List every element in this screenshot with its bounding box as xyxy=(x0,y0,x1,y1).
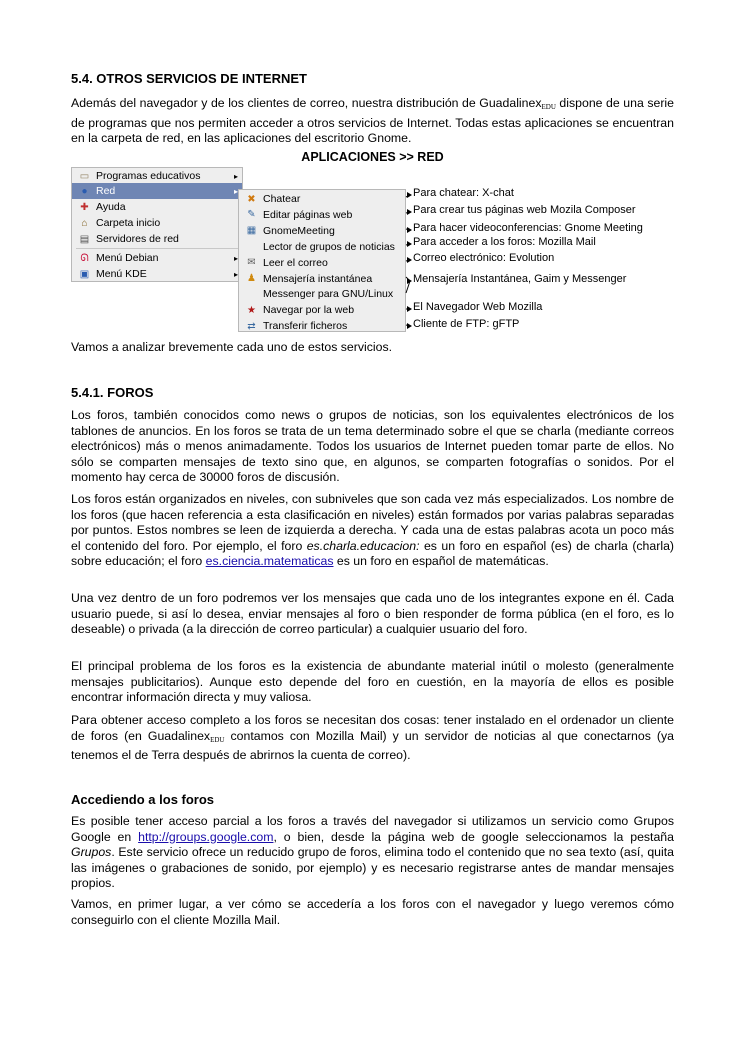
arrowhead xyxy=(407,209,412,215)
globe-icon: ● xyxy=(81,185,88,197)
after-figure-text: Vamos a analizar brevemente cada uno de estos servicios. xyxy=(71,340,393,354)
accediendo-paragraph-1 xyxy=(71,814,674,892)
network-submenu-item-label: Leer el correo xyxy=(263,256,328,269)
main-menu-item-label: Red xyxy=(96,185,116,197)
intro-text-b: dispone de una serie de programas que nos permiten acceder a otros servicios de Internet. Todas estas aplicaciones se encuentran en la carpeta de red, en las aplicaciones del escritorio Gnome. xyxy=(71,96,674,146)
mail-icon: ✉ xyxy=(247,257,256,269)
app-description: Para chatear: X-chat xyxy=(413,187,514,199)
p5-text-a: Para obtener acceso completo a los foros se necesitan dos cosas: tener instalado en el ordenador un cliente de foros (en Guadalinex xyxy=(71,713,674,743)
app-description: Para acceder a los foros: Mozilla Mail xyxy=(413,236,596,248)
network-submenu-item-label: Lector de grupos de noticias xyxy=(263,240,395,253)
main-menu-item-label: Servidores de red xyxy=(96,233,179,245)
foros-paragraph-1: Los foros, también conocidos como news o grupos de noticias, son los equivalentes electrónicos de los tablones de anuncios. En los foros se trata de un tema determinado sobre el que se charla (mediante correos electrónicos) más o menos animadamente. Todos los usuarios de Internet pueden tomar parte de ellos. No sólo se comparten mensajes de texto sino que, en algunos, se comparten fotografías o sonidos. Por el momento hay cerca de 30000 foros de discusión. xyxy=(71,408,674,485)
app-description: Correo electrónico: Evolution xyxy=(413,252,555,264)
forum-name-example: es.charla.educacion: xyxy=(306,538,420,553)
web-editor-icon: ✎ xyxy=(247,209,256,221)
arrowhead xyxy=(407,323,412,329)
network-icon: ▤ xyxy=(79,233,90,245)
forum-link[interactable]: es.ciencia.matematicas xyxy=(205,554,334,569)
google-groups-link[interactable]: http://groups.google.com xyxy=(138,829,274,844)
submenu-arrow-icon: ▸ xyxy=(233,171,238,181)
submenu-arrow-icon: ▸ xyxy=(233,186,238,196)
accediendo-title: Accediendo a los foros xyxy=(71,792,215,807)
accediendo-paragraph-2: Vamos, en primer lugar, a ver cómo se accedería a los foros con el navegador y luego veremos cómo conseguirlo con el cliente Mozilla Mail. xyxy=(71,897,674,927)
submenu-arrow-icon: ▸ xyxy=(233,253,238,263)
app-description: Cliente de FTP: gFTP xyxy=(413,318,520,330)
arrowhead xyxy=(407,257,412,263)
foros-paragraph-4: El principal problema de los foros es la existencia de abundante material inútil o molesto (generalmente mensajes publicitarios). Aunque esto depende del foro en cuestión, en la mayoría de ellos es posible encontrar información directa y muy valiosa. xyxy=(71,659,674,705)
network-submenu-item-label: Navegar por la web xyxy=(263,304,355,317)
app-description: Para crear tus páginas web Mozila Composer xyxy=(413,204,636,216)
app-description: El Navegador Web Mozilla xyxy=(413,301,543,313)
intro-paragraph xyxy=(71,96,674,147)
debian-icon: ᘏ xyxy=(80,252,89,264)
grupos-tab-name: Grupos xyxy=(71,845,112,860)
acc-text-a: Es posible tener acceso parcial a los foros a través del navegador si utilizamos un servicio como Grupos Google en xyxy=(71,814,674,844)
main-menu-item-label: Ayuda xyxy=(96,201,126,213)
lifebuoy-icon: ✚ xyxy=(80,201,89,213)
intro-text-a: Además del navegador y de los clientes de correo, nuestra distribución de Guadalinex xyxy=(71,96,542,110)
network-submenu-item-label: Transferir ficheros xyxy=(263,320,348,333)
kde-icon: ▣ xyxy=(79,268,90,280)
figure-caption: APLICACIONES >> RED xyxy=(301,150,444,164)
main-menu-item-label: Menú KDE xyxy=(96,268,147,280)
foros-paragraph-2 xyxy=(71,492,674,570)
arrowhead xyxy=(407,241,412,247)
p5-text-b: contamos con Mozilla Mail) y un servidor de noticias al que conectarnos (ya tenemos el de Terra después de abrirnos la cuenta de correo). xyxy=(71,728,674,763)
applications-menu-figure xyxy=(71,167,674,333)
home-icon: ⌂ xyxy=(81,217,88,229)
chat-icon: ✖ xyxy=(247,193,256,205)
star-icon: ★ xyxy=(247,304,256,316)
network-submenu-item-label: Editar páginas web xyxy=(263,208,353,221)
arrowhead xyxy=(407,227,412,233)
videoconference-icon: ▦ xyxy=(246,225,257,237)
app-description: Para hacer videoconferencias: Gnome Meeting xyxy=(413,222,643,234)
p2-text-c: es un foro en español de matemáticas. xyxy=(333,554,549,569)
arrowhead xyxy=(407,192,412,198)
network-submenu-item-label: Chatear xyxy=(263,193,301,205)
network-submenu-item-label: Mensajería instantánea xyxy=(263,272,373,285)
main-menu-item-label: Programas educativos xyxy=(96,170,201,182)
foros-paragraph-3: Una vez dentro de un foro podremos ver los mensajes que cada uno de los integrantes expone en él. Cada usuario puede, si así lo desea, enviar mensajes al foro o bien responder de forma pública (en el foro, es lo deseable) o privada (a la dirección de correo particular) a cualquier usuario del foro. xyxy=(71,591,674,637)
foros-paragraph-5 xyxy=(71,713,674,764)
acc-text-c: . Este servicio ofrece un reducido grupo de foros, elimina todo el contenido que no sea texto (así, quita las imágenes o grabaciones de sonido, por ejemplo) y es necesario registrarse antes de mandar mensajes propios. xyxy=(71,845,674,891)
p2-text-b: es un foro en español (es) de charla (charla) sobre educación; el foro xyxy=(71,538,675,569)
p2-text-a: Los foros están organizados en niveles, con subniveles que son cada vez más especializados. Los nombre de los foros (que hacen referencia a esta clasificación en niveles) están formados por varias palabras separadas por puntos. Estos nombres se leen de izquierda a derecha. Y cada una de estas palabras acota un poco más el contenido del foro. Por ejemplo, el foro xyxy=(71,492,674,553)
messenger-icon: ♟ xyxy=(247,273,256,284)
edu-subscript-2: EDU xyxy=(210,735,225,744)
main-menu-item-label: Carpeta inicio xyxy=(96,217,161,229)
folder-icon: ▭ xyxy=(79,170,90,182)
section-title: 5.4. OTROS SERVICIOS DE INTERNET xyxy=(71,71,307,86)
transfer-icon: ⇄ xyxy=(247,320,256,332)
main-menu-item-label: Menú Debian xyxy=(96,252,159,264)
network-submenu-item-label: Messenger para GNU/Linux xyxy=(263,288,394,301)
app-description: Mensajería Instantánea, Gaim y Messenger xyxy=(413,273,627,285)
network-submenu-item-label: GnomeMeeting xyxy=(263,224,335,237)
foros-title: 5.4.1. FOROS xyxy=(71,385,154,400)
acc-text-b: , o bien, desde la página web de google seleccionamos la pestaña xyxy=(273,829,674,844)
submenu-arrow-icon: ▸ xyxy=(233,269,238,279)
arrowhead xyxy=(407,306,412,312)
edu-subscript: EDU xyxy=(541,103,556,111)
